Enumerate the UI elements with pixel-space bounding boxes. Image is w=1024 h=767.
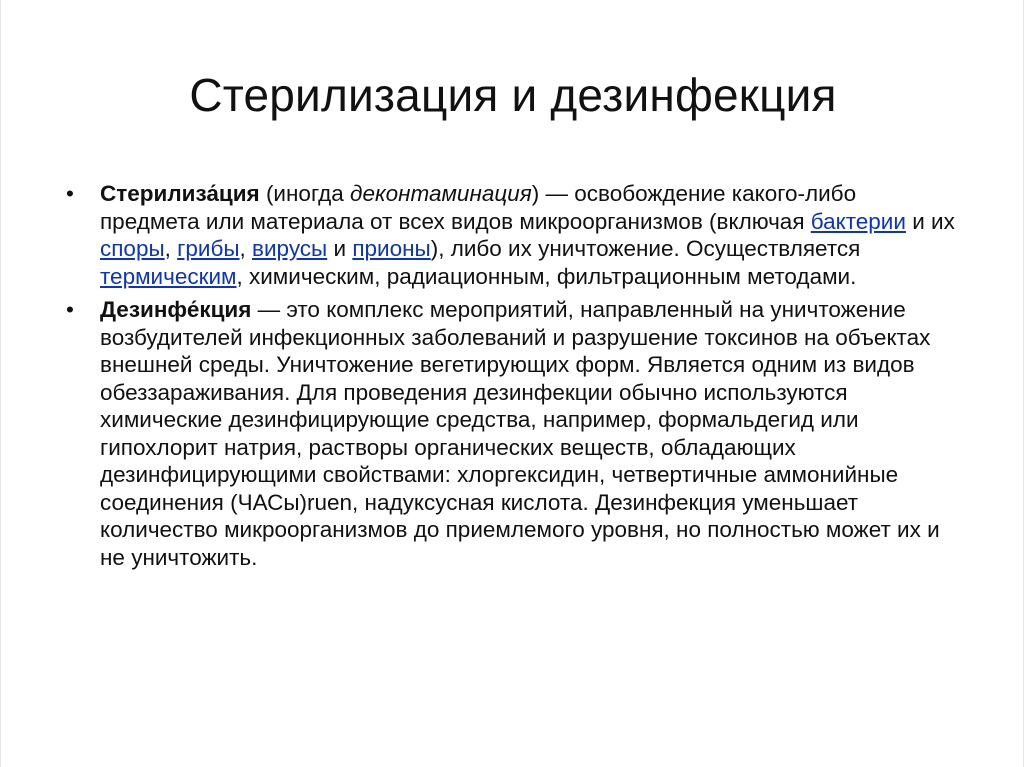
term-decontamination: деконтаминация	[350, 181, 532, 206]
link-fungi[interactable]: грибы	[177, 236, 240, 261]
link-bacteria[interactable]: бактерии	[810, 208, 906, 234]
text-segment: и	[327, 236, 353, 261]
slide-title: Стерилизация и дезинфекция	[189, 69, 837, 121]
text-segment: ,	[164, 236, 178, 261]
text-segment: , химическим, радиационным, фильтрационным методами.	[236, 263, 857, 289]
text-segment: (иногда	[259, 181, 351, 206]
bullet-sterilization	[66, 180, 956, 290]
slide-body	[66, 180, 956, 577]
text-segment: ,	[239, 236, 253, 261]
term-disinfection: Дезинфе́кция	[100, 297, 252, 322]
link-thermal[interactable]: термическим	[100, 263, 237, 289]
text-segment: ), либо их уничтожение. Осуществляется	[430, 236, 861, 261]
text-segment: и их	[905, 208, 955, 234]
link-prions[interactable]: прионы	[352, 236, 431, 261]
bullet-dot: •	[66, 297, 74, 322]
bullet-dot: •	[66, 181, 74, 206]
link-viruses[interactable]: вирусы	[252, 236, 328, 261]
text-segment: — это комплекс мероприятий, направленный на уничтожение возбудителей инфекционных заболеваний и разрушение токсинов на объектах внешней среды. Уничтожение вегетирующих форм. Является одним из видов обеззараживания. Для проведения дезинфекции обычно используются химические дезинфицирующие средства, например, формальдегид или гипохлорит натрия, растворы органических веществ, обладающих дезинфицирующими свойствами: хлоргексидин, четвертичные аммонийные соединения (ЧАСы)ruen, надуксусная кислота. Дезинфекция уменьшает количество микроорганизмов до приемлемого уровня, но полностью может их и не уничтожить.	[100, 297, 940, 570]
term-sterilization: Стерилиза́ция	[100, 181, 260, 206]
link-spores[interactable]: споры	[100, 236, 165, 261]
bullet-disinfection	[66, 296, 956, 571]
text-segment: ) — освобождение какого-либо предмета или материала от всех видов микроорганизмов (включая	[100, 181, 857, 234]
